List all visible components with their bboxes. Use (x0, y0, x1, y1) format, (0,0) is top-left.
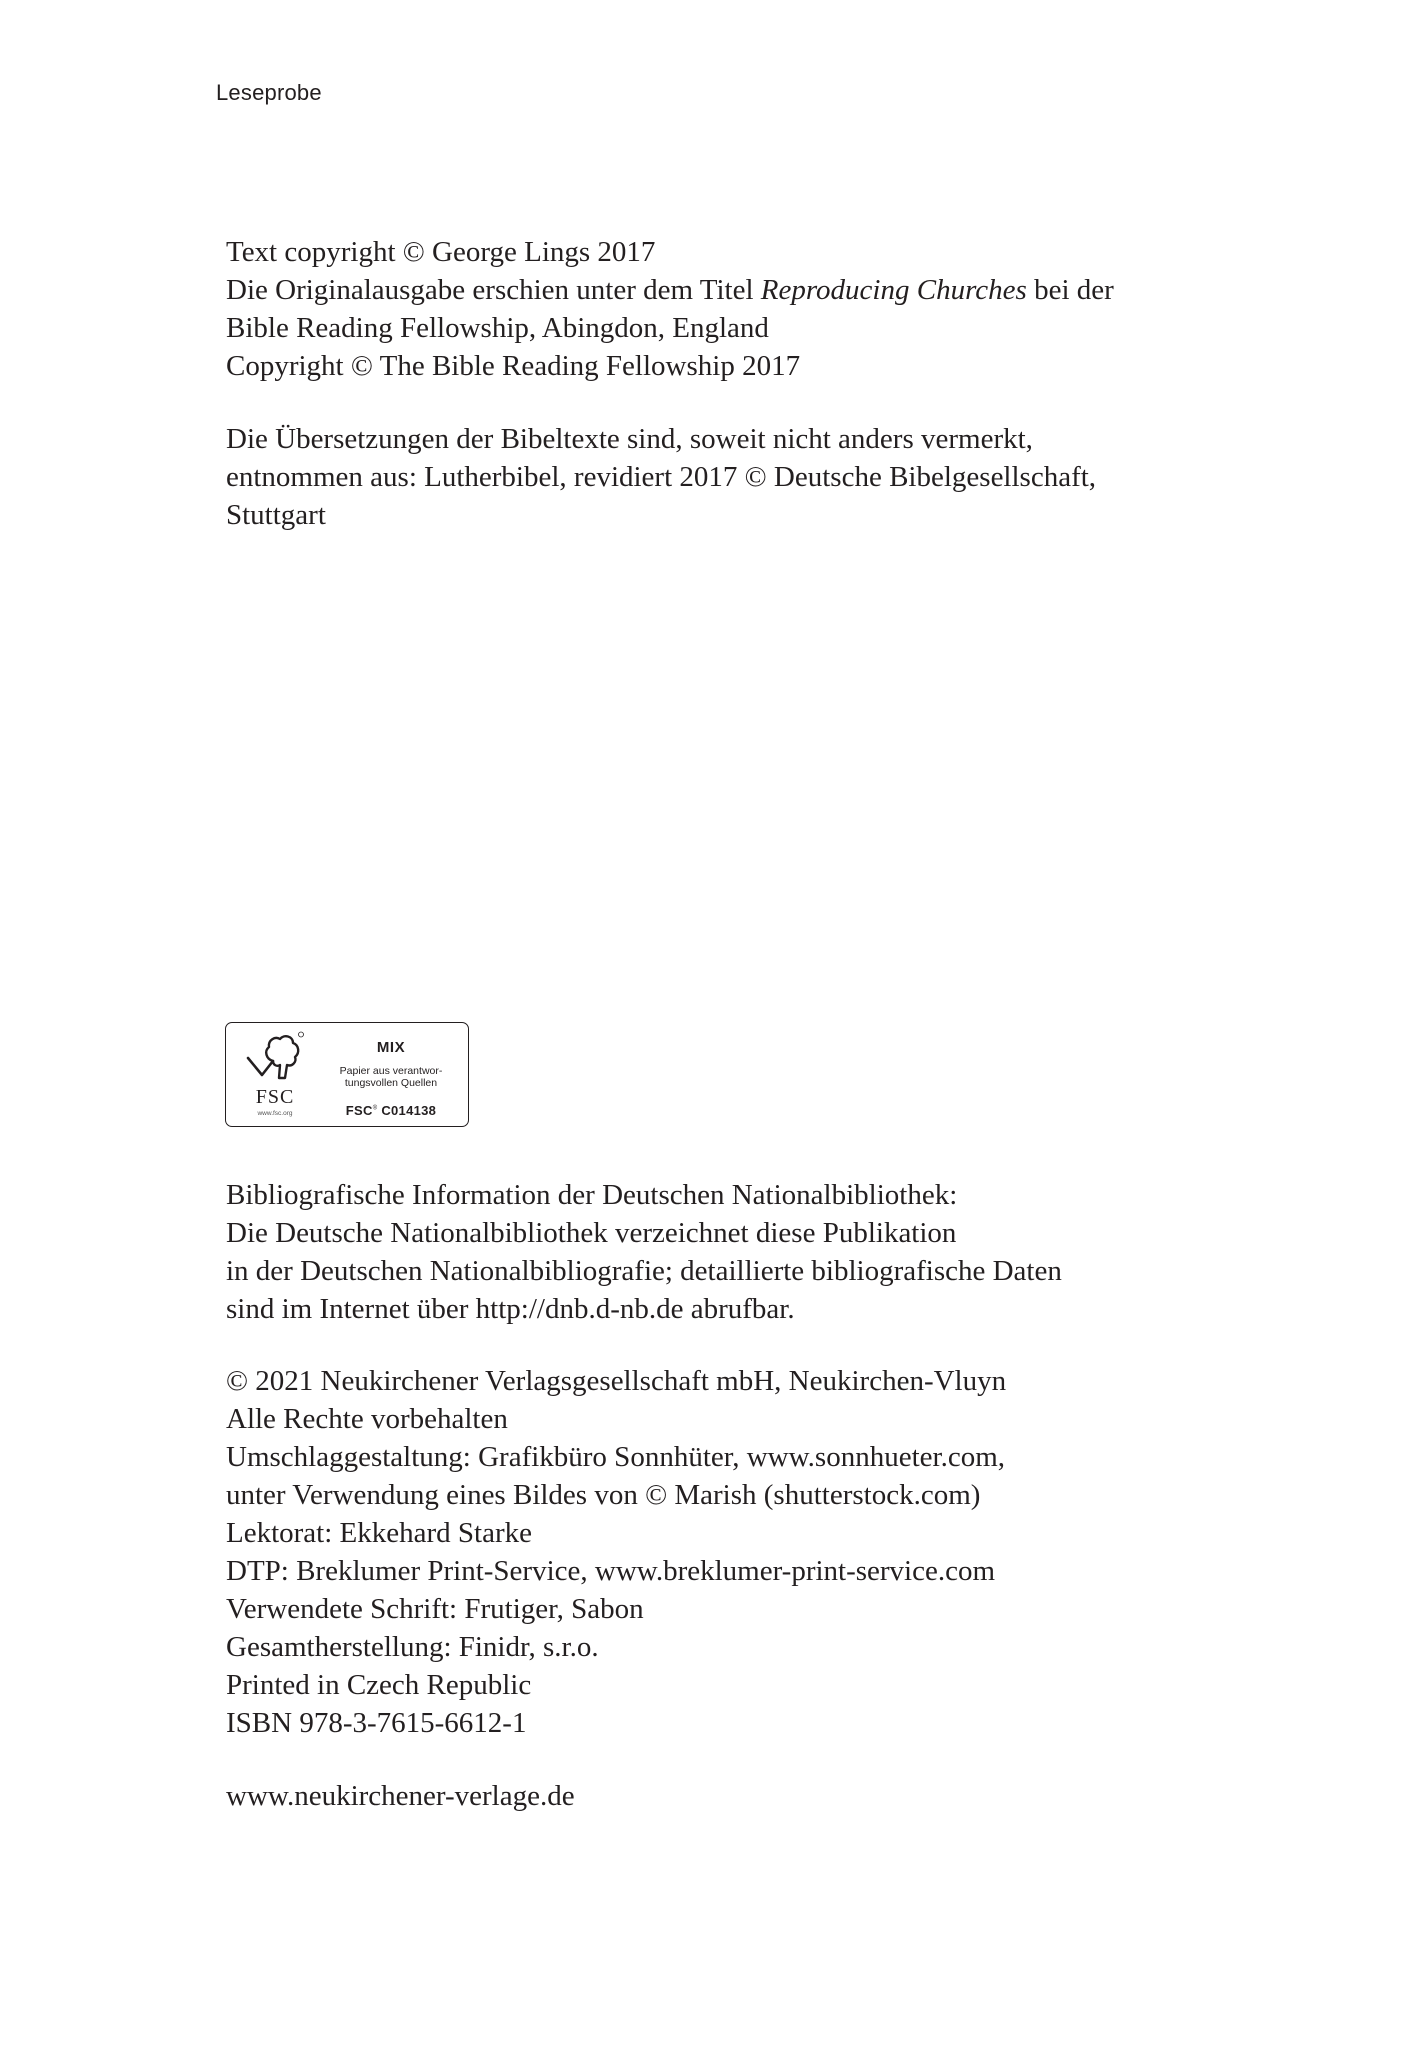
copyright-block (226, 233, 1114, 385)
bible-translation-note (226, 420, 1096, 534)
publisher-block (226, 1362, 1006, 1742)
isbn-line: ISBN 978-3-7615-6612-1 (226, 1707, 527, 1739)
fsc-code-number: C014138 (381, 1103, 437, 1118)
copyright-line: Text copyright © George Lings 2017 (226, 236, 656, 268)
dnb-line: sind im Internet über http://dnb.d-nb.de abrufbar. (226, 1293, 795, 1325)
fsc-url: www.fsc.org (257, 1110, 293, 1117)
fsc-license-code (314, 1103, 468, 1118)
publisher-line: Alle Rechte vorbehalten (226, 1403, 508, 1435)
original-edition-suffix: bei der (1026, 274, 1114, 306)
publisher-website: www.neukirchener-verlage.de (226, 1780, 575, 1812)
publisher-copyright-line: Copyright © The Bible Reading Fellowship 2017 (226, 350, 801, 382)
fsc-tree-checkmark-icon (246, 1031, 306, 1087)
publisher-line: Printed in Czech Republic (226, 1669, 532, 1701)
header-label: Leseprobe (216, 80, 322, 105)
publisher-line: unter Verwendung eines Bildes von © Marish (shutterstock.com) (226, 1479, 981, 1511)
publisher-line: Gesamtherstellung: Finidr, s.r.o. (226, 1631, 599, 1663)
dnb-block (226, 1176, 1062, 1328)
fsc-source-line: tungsvollen Quellen (344, 1077, 438, 1089)
fsc-source-line: Papier aus verantwor- (339, 1065, 443, 1077)
fsc-logo-right (314, 1023, 468, 1126)
publisher-line: Umschlaggestaltung: Grafikbüro Sonnhüter, www.sonnhueter.com, (226, 1441, 1006, 1473)
original-title: Reproducing Churches (760, 274, 1027, 306)
original-edition-line (226, 271, 1114, 309)
original-edition-prefix: Die Originalausgabe erschien unter dem Titel (226, 274, 761, 306)
publisher-line: DTP: Breklumer Print-Service, www.breklumer-print-service.com (226, 1555, 996, 1587)
dnb-line: Die Deutsche Nationalbibliothek verzeichnet diese Publikation (226, 1217, 957, 1249)
dnb-line: in der Deutschen Nationalbibliografie; detaillierte bibliografische Daten (226, 1255, 1062, 1287)
website-block (226, 1777, 575, 1815)
publisher-line: © 2021 Neukirchener Verlagsgesellschaft mbH, Neukirchen-Vluyn (226, 1365, 1007, 1397)
publisher-line: Verwendete Schrift: Frutiger, Sabon (226, 1593, 644, 1625)
original-publisher-line: Bible Reading Fellowship, Abingdon, England (226, 312, 769, 344)
fsc-abbreviation: FSC (255, 1086, 295, 1108)
fsc-registered-mark: ® (372, 1105, 378, 1112)
bible-note-line: Stuttgart (226, 499, 326, 531)
bible-note-line: entnommen aus: Lutherbibel, revidiert 2017 © Deutsche Bibelgesellschaft, (226, 461, 1097, 493)
fsc-code-prefix: FSC (345, 1103, 373, 1118)
fsc-source-text (314, 1065, 468, 1089)
dnb-line: Bibliografische Information der Deutschen Nationalbibliothek: (226, 1179, 958, 1211)
bible-note-line: Die Übersetzungen der Bibeltexte sind, soweit nicht anders vermerkt, (226, 423, 1033, 455)
fsc-logo (225, 1022, 469, 1127)
publisher-line: Lektorat: Ekkehard Starke (226, 1517, 532, 1549)
fsc-logo-left (226, 1023, 314, 1126)
fsc-mix-label: MIX (376, 1039, 406, 1056)
